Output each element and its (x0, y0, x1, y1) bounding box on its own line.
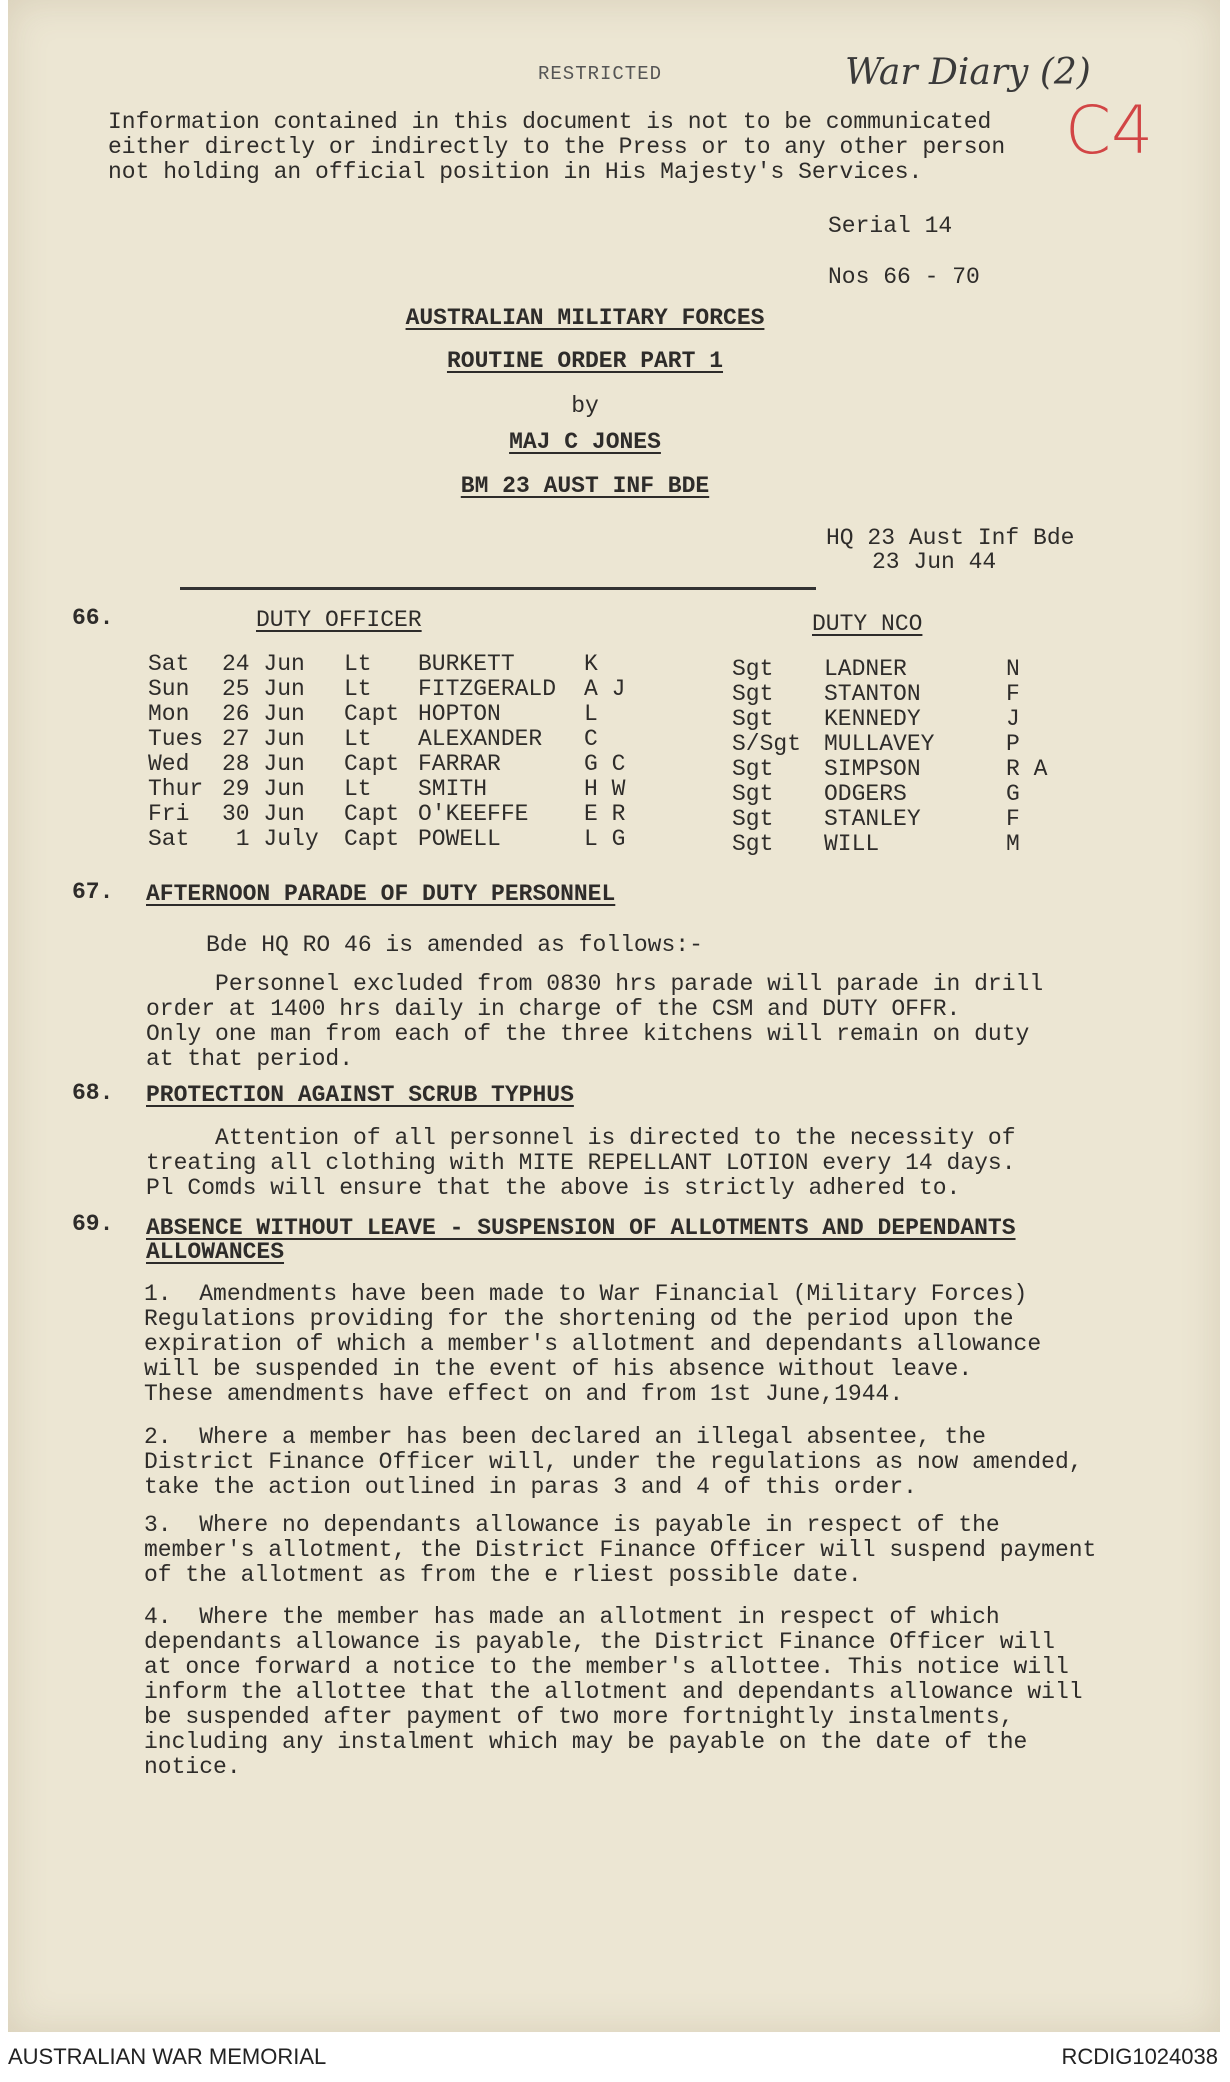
roster-day: Sat (148, 826, 190, 852)
roster-date: 28 Jun (222, 751, 305, 777)
text-line: District Finance Officer will, under the regulations as now amended, (144, 1449, 1083, 1475)
roster-rank: Lt (344, 726, 372, 752)
text-line: Attention of all personnel is directed to the necessity of (146, 1125, 1016, 1151)
roster-nco-rank: Sgt (732, 756, 774, 782)
roster-rank: Capt (344, 801, 400, 827)
roster-date: 25 Jun (222, 676, 305, 702)
text-line: Personnel excluded from 0830 hrs parade will parade in drill (146, 971, 1044, 997)
roster-initials: A J (584, 676, 626, 702)
section-69-para-4 (144, 1605, 1083, 1780)
text-line: take the action outlined in paras 3 and 4 of this order. (144, 1474, 917, 1500)
section-67-number: 67. (72, 879, 114, 905)
roster-name: ALEXANDER (418, 726, 543, 752)
text-line: of the allotment as from the e rliest possible date. (144, 1562, 862, 1588)
text-line: including any instalment which may be payable on the date of the (144, 1729, 1028, 1755)
roster-nco-rank: Sgt (732, 806, 774, 832)
serial-label: Serial 14 (828, 213, 953, 239)
title-line-5: BM 23 AUST INF BDE (460, 473, 710, 499)
text-line: at that period. (146, 1046, 354, 1072)
roster-nco-initials: F (1006, 681, 1020, 707)
section-68-body (146, 1126, 1016, 1201)
roster-nco-rank: Sgt (732, 706, 774, 732)
divider-rule (180, 587, 816, 590)
notice-line-2: either directly or indirectly to the Press or to any other person (108, 134, 1006, 160)
text-line: dependants allowance is payable, the District Finance Officer will (144, 1629, 1055, 1655)
text-line: Regulations providing for the shortening od the period upon the (144, 1306, 1014, 1332)
roster-nco-name: STANTON (824, 681, 921, 707)
roster-rank: Lt (344, 776, 372, 802)
section-67-intro: Bde HQ RO 46 is amended as follows:- (206, 932, 703, 958)
roster-nco-rank: Sgt (732, 781, 774, 807)
roster-nco-initials: M (1006, 831, 1020, 857)
roster-name: FARRAR (418, 751, 501, 777)
section-69-para-2 (144, 1425, 1083, 1500)
section-69-para-3 (144, 1513, 1096, 1588)
roster-date: 24 Jun (222, 651, 305, 677)
roster-initials: K (584, 651, 598, 677)
roster-nco-initials: N (1006, 656, 1020, 682)
roster-nco-name: MULLAVEY (824, 731, 935, 757)
text-line: These amendments have effect on and from 1st June,1944. (144, 1381, 904, 1407)
roster-name: BURKETT (418, 651, 515, 677)
roster-date: 1 July (222, 826, 319, 852)
roster-nco-name: WILL (824, 831, 880, 857)
roster-nco-name: SIMPSON (824, 756, 921, 782)
footer-id: RCDIG1024038 (1061, 2044, 1218, 2069)
text-line: will be suspended in the event of his absence without leave. (144, 1356, 973, 1382)
text-line: Only one man from each of the three kitchens will remain on duty (146, 1021, 1030, 1047)
roster-day: Mon (148, 701, 190, 727)
text-line: be suspended after payment of two more fortnightly instalments, (144, 1704, 1014, 1730)
roster-nco-rank: Sgt (732, 831, 774, 857)
roster-day: Thur (148, 776, 204, 802)
roster-nco-name: KENNEDY (824, 706, 921, 732)
text-line: at once forward a notice to the member's allottee. This notice will (144, 1654, 1069, 1680)
duty-officer-heading: DUTY OFFICER (256, 607, 422, 633)
roster-date: 29 Jun (222, 776, 305, 802)
text-line: 1. Amendments have been made to War Financial (Military Forces) (144, 1281, 1028, 1307)
title-line-1: AUSTRALIAN MILITARY FORCES (405, 305, 765, 331)
section-69-para-1 (144, 1282, 1041, 1407)
roster-nco-rank: S/Sgt (732, 731, 802, 757)
roster-nco-name: LADNER (824, 656, 907, 682)
roster-initials: L (584, 701, 598, 727)
origin-unit: HQ 23 Aust Inf Bde (826, 525, 1075, 551)
section-69-heading-1: ABSENCE WITHOUT LEAVE - SUSPENSION OF ALLOTMENTS AND DEPENDANTS (146, 1215, 1016, 1241)
roster-day: Sat (148, 651, 190, 677)
roster-day: Wed (148, 751, 190, 777)
text-line: notice. (144, 1754, 241, 1780)
roster-rank: Capt (344, 701, 400, 727)
roster-day: Fri (148, 801, 190, 827)
roster-initials: E R (584, 801, 626, 827)
section-66-number: 66. (72, 605, 114, 631)
notice-line-3: not holding an official position in His Majesty's Services. (108, 159, 923, 185)
roster-day: Tues (148, 726, 204, 752)
nos-label: Nos 66 - 70 (828, 264, 980, 290)
roster-nco-rank: Sgt (732, 681, 774, 707)
roster-rank: Capt (344, 826, 400, 852)
roster-rank: Capt (344, 751, 400, 777)
classification-label: RESTRICTED (537, 63, 663, 85)
roster-name: HOPTON (418, 701, 501, 727)
roster-nco-name: ODGERS (824, 781, 907, 807)
text-line: member's allotment, the District Finance Officer will suspend payment (144, 1537, 1097, 1563)
roster-nco-initials: F (1006, 806, 1020, 832)
roster-initials: C (584, 726, 598, 752)
roster-nco-initials: P (1006, 731, 1020, 757)
roster-rank: Lt (344, 676, 372, 702)
text-line: treating all clothing with MITE REPELLANT LOTION every 14 days. (146, 1150, 1016, 1176)
roster-nco-initials: R A (1006, 756, 1048, 782)
handwritten-note: War Diary (2) (845, 52, 1091, 93)
roster-nco-name: STANLEY (824, 806, 921, 832)
roster-day: Sun (148, 676, 190, 702)
text-line: order at 1400 hrs daily in charge of the CSM and DUTY OFFR. (146, 996, 961, 1022)
section-69-number: 69. (72, 1211, 114, 1237)
roster-nco-rank: Sgt (732, 656, 774, 682)
text-line: Pl Comds will ensure that the above is strictly adhered to. (146, 1175, 961, 1201)
section-68-heading: PROTECTION AGAINST SCRUB TYPHUS (146, 1082, 574, 1108)
text-line: 2. Where a member has been declared an illegal absentee, the (144, 1424, 986, 1450)
roster-initials: L G (584, 826, 626, 852)
roster-date: 30 Jun (222, 801, 305, 827)
text-line: 3. Where no dependants allowance is payable in respect of the (144, 1512, 1000, 1538)
title-line-2: ROUTINE ORDER PART 1 (446, 348, 724, 374)
section-68-number: 68. (72, 1080, 114, 1106)
title-line-3: by (571, 393, 599, 419)
roster-nco-initials: J (1006, 706, 1020, 732)
roster-name: FITZGERALD (418, 676, 557, 702)
roster-nco-initials: G (1006, 781, 1020, 807)
text-line: expiration of which a member's allotment and dependants allowance (144, 1331, 1042, 1357)
origin-date: 23 Jun 44 (872, 549, 997, 575)
duty-nco-heading: DUTY NCO (812, 611, 923, 637)
footer-source: AUSTRALIAN WAR MEMORIAL (8, 2044, 327, 2069)
roster-date: 27 Jun (222, 726, 305, 752)
roster-name: SMITH (418, 776, 488, 802)
title-line-4: MAJ C JONES (509, 429, 661, 455)
red-mark: C4 (1065, 92, 1154, 169)
section-67-heading: AFTERNOON PARADE OF DUTY PERSONNEL (146, 881, 616, 907)
section-67-body (146, 972, 1043, 1072)
roster-date: 26 Jun (222, 701, 305, 727)
roster-name: POWELL (418, 826, 501, 852)
section-69-heading-2: ALLOWANCES (146, 1239, 285, 1265)
roster-initials: G C (584, 751, 626, 777)
text-line: 4. Where the member has made an allotment in respect of which (144, 1604, 1000, 1630)
notice-line-1: Information contained in this document is not to be communicated (108, 109, 992, 135)
roster-initials: H W (584, 776, 626, 802)
roster-rank: Lt (344, 651, 372, 677)
roster-name: O'KEEFFE (418, 801, 529, 827)
text-line: inform the allottee that the allotment and dependants allowance will (144, 1679, 1083, 1705)
